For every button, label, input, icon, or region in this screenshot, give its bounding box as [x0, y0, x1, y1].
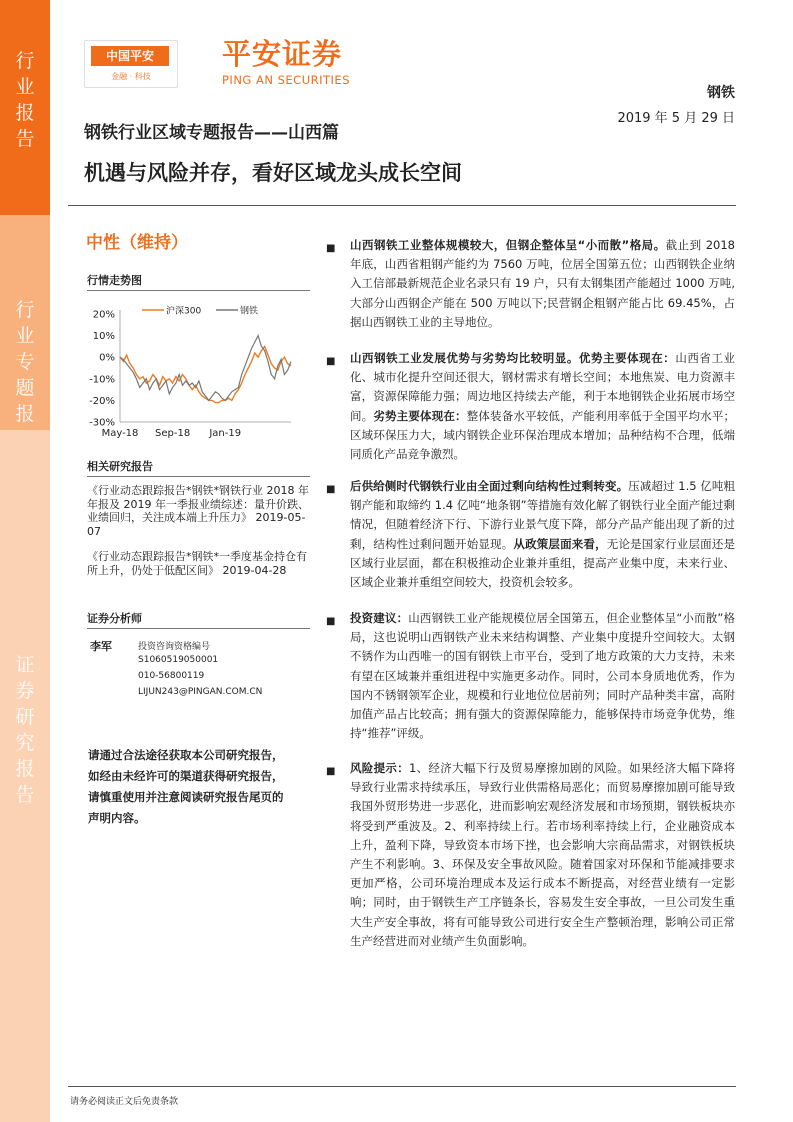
market-trend-chart [86, 300, 306, 450]
bullet-icon: ■ [326, 484, 336, 495]
x-tick-label: Jan-19 [209, 428, 242, 439]
paragraph-lead: 山西钢铁工业整体规模较大，但钢企整体呈“小而散”格局。 [350, 238, 666, 252]
footer-divider [68, 1086, 736, 1087]
section-divider [87, 290, 310, 291]
paragraph-body: 山西省工业化、城市化提升空间还很大，钢材需求有增长空间；本地焦炭、电力资源丰富，资源保障能力强；周边地区持续去产能，利于本地钢铁企业拓展市场空间。 [350, 351, 736, 423]
footer-disclaimer: 请务必阅读正文后免责条款 [70, 1097, 179, 1107]
analyst-heading: 证券分析师 [87, 612, 142, 625]
paragraph-body: 整体装备水平较低，产能利用率低于全国平均水平；区域环保压力大，域内钢铁企业环保治理成本增加；品种结构不合理，低端同质化产品竞争激烈。 [350, 408, 735, 462]
analyst-cert-label: 投资咨询资格编号 [138, 642, 211, 652]
risk-warning-paragraph [350, 759, 735, 951]
advantage-paragraph [350, 349, 735, 464]
bullet-icon: ■ [326, 356, 336, 367]
paragraph-lead: 优势主要体现在： [578, 351, 676, 365]
side-band-label: 行业专题报 [15, 299, 35, 425]
section-divider [87, 476, 310, 477]
chart-heading: 行情走势图 [87, 274, 142, 287]
y-tick-label: 0% [99, 352, 115, 364]
rating-label: 中性（维持） [86, 233, 188, 253]
access-notice: 请通过合法途径获取本公司研究报告，如经由未经许可的渠道获得研究报告，请慎重使用并注意阅读研究报告尾页的声明内容。 [88, 748, 284, 825]
side-band-label: 证券研究报告 [15, 654, 35, 806]
analyst-name: 李军 [90, 640, 112, 653]
y-tick-label: -30% [89, 417, 115, 429]
x-tick-label: Sep-18 [155, 428, 191, 439]
analyst-phone: 010-56800119 [138, 671, 205, 681]
report-title: 机遇与风险并存，看好区域龙头成长空间 [84, 161, 462, 185]
paragraph-body: 无论是国家行业层面还是区域行业层面，都在积极推动企业兼并重组，提高产业集中度，未来行业、区域企业兼并重组空间较大，投资机会较多。 [350, 536, 735, 590]
side-band-research-report [0, 430, 50, 1122]
supply-side-paragraph [350, 477, 735, 592]
bullet-icon: ■ [326, 766, 336, 777]
logo-name-cn: 平安证券 [222, 37, 343, 71]
sector-label: 钢铁 [707, 85, 735, 101]
paragraph-body: 1、经济大幅下行及贸易摩擦加剧的风险。如果经济大幅下降将导致行业需求持续承压，导致行业供需格局恶化；而贸易摩擦加剧可能导致我国外贸形势进一步恶化，进而影响宏观经济发展和市场预期，钢铁板块亦将受到严重波及。2、利率持续上行。若市场利率持续上行，企业融资成本上升，盈利下降，导致资本市场下挫，也会影响大宗商品需求，对钢铁板块产生不利影响。3、环保及安全事故风险。随着国家对环保和节能减排要求更加严格，公司环境治理成本及运行成本不断提高，对经营业绩有一定影响；同时，由于钢铁生产工序链条长，容易发生安全事故，一旦公司发生重大生产安全事故，将有可能导致公司进行安全生产整顿治理，影响公司正常生产经营进而对业绩产生负面影响。 [350, 761, 735, 948]
logo-main-text: 中国平安 [91, 46, 169, 66]
section-divider [87, 628, 310, 629]
related-report-item: 《行业动态跟踪报告*钢铁*一季度基金持仓有所上升，仍处于低配区间》 2019-04-28 [87, 550, 307, 577]
logo-sub-text: 金融 · 科技 [111, 72, 151, 81]
analyst-cert-number: S1060519050001 [138, 655, 219, 665]
x-tick-label: May-18 [101, 428, 139, 439]
legend-label: 钢铁 [240, 306, 259, 317]
y-tick-label: 20% [92, 309, 115, 321]
side-band-industry-report [0, 0, 50, 215]
paragraph-body: 截止到 2018 年底，山西省粗钢产能约为 7560 万吨，位居全国第五位；山西钢铁企业纳入工信部最新规范企业名录只有 19 户，只有太钢集团产能超过 1000 万吨,大部分山西钢企产能在 500 万吨以下;民营钢企粗钢产能占比 69.45%，占据山西钢铁工业的主导地位。 [350, 238, 735, 329]
header-divider [68, 205, 736, 206]
paragraph-lead: 投资建议： [350, 611, 409, 625]
y-tick-label: 10% [92, 331, 115, 343]
related-report-item: 《行业动态跟踪报告*钢铁*钢铁行业 2018 年年报及 2019 年一季报业绩综述：量升价跌、业绩回归，关注成本端上升压力》 2019-05-07 [87, 484, 309, 538]
related-heading: 相关研究报告 [87, 460, 153, 473]
side-band-topic-report [0, 215, 50, 430]
paragraph-lead: 风险提示： [350, 761, 410, 775]
report-subtitle: 钢铁行业区域专题报告——山西篇 [84, 123, 339, 143]
analyst-email: LIJUN243@PINGAN.COM.CN [138, 687, 263, 697]
bullet-icon: ■ [326, 616, 336, 627]
paragraph-lead: 后供给侧时代钢铁行业由全面过剩向结构性过剩转变。 [350, 479, 629, 493]
side-band-label: 行业报告 [15, 50, 35, 150]
ping-an-group-logo [84, 40, 178, 88]
paragraph-lead: 从政策层面来看， [513, 536, 607, 551]
summary-paragraph [350, 236, 735, 332]
logo-name-en: PING AN SECURITIES [222, 73, 350, 87]
paragraph-body: 压减超过 1.5 亿吨粗钢产能和取缔约 1.4 亿吨“地条钢”等措施有效化解了钢铁行业全面产能过剩情况，但随着经济下行、下游行业景气度下降，部分产品产能出现了新的过剩，结构性过剩问题开始显现。 [350, 479, 735, 551]
y-tick-label: -10% [89, 374, 115, 386]
report-date: 2019 年 5 月 29 日 [617, 111, 735, 126]
paragraph-lead: 山西钢铁工业发展优势与劣势均比较明显。 [350, 351, 579, 365]
investment-advice-paragraph [350, 609, 735, 743]
paragraph-lead: 劣势主要体现在： [373, 408, 467, 423]
paragraph-body: 山西钢铁工业产能规模位居全国第五，但企业整体呈“小而散”格局，这也说明山西钢铁产业未来结构调整、产业集中度提升空间较大。太钢不锈作为山西唯一的国有钢铁上市平台，受到了地方政策的大力支持，未来有望在区域兼并重组进程中实施更多动作。同时，公司本身质地优秀，作为国内不锈钢领军企业，规模和行业地位位居前列；同时产品种类丰富，高附加值产品占比较高；拥有强大的资源保障能力，能够保持市场竞争优势，维持“推荐”评级。 [350, 611, 736, 741]
ping-an-securities-logo [222, 38, 392, 87]
y-tick-label: -20% [89, 395, 115, 407]
legend-label: 沪深300 [166, 306, 202, 317]
steel-series-line [120, 336, 291, 401]
bullet-icon: ■ [326, 243, 336, 254]
